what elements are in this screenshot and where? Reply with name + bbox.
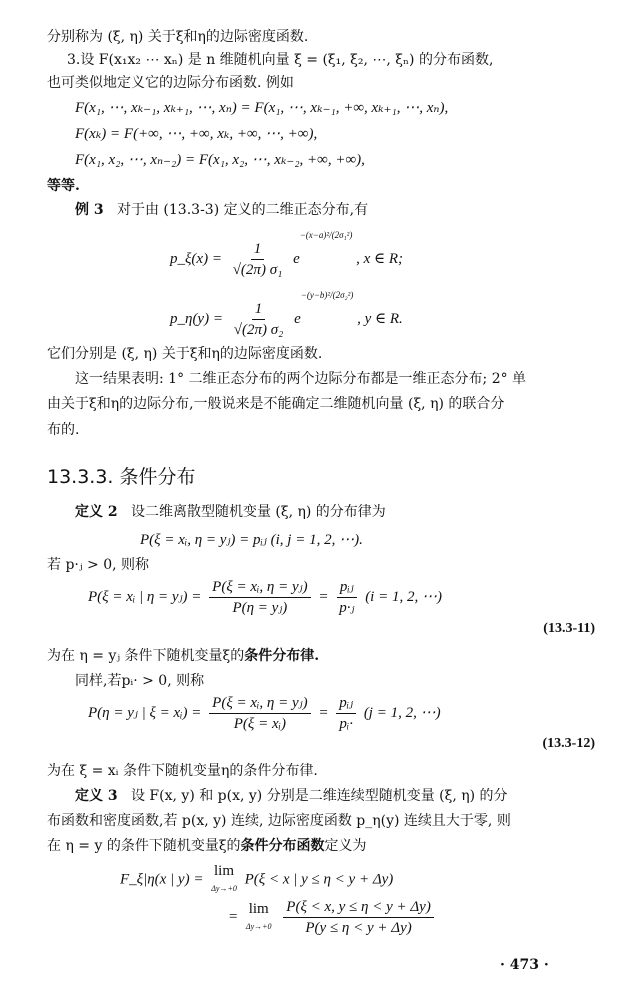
- exp-base: e: [293, 250, 300, 267]
- denominator: pᵢ·: [339, 716, 353, 732]
- formula-rhs: , x ∈ R;: [356, 250, 403, 267]
- paragraph-line: [47, 647, 319, 665]
- paragraph-line: 若 p·ⱼ > 0, 则称: [47, 557, 149, 573]
- section-heading: 13.3.3. 条件分布: [47, 466, 196, 488]
- equals: =: [318, 588, 329, 605]
- fraction: [230, 240, 286, 279]
- example-label: 例 3: [75, 202, 104, 218]
- numerator: 1: [252, 300, 266, 320]
- paragraph-line: [47, 837, 367, 855]
- equation-number: (13.3-11): [543, 621, 595, 636]
- formula-13-3-11: [88, 578, 442, 617]
- paragraph-line: 3.设 F(x₁x₂ ⋯ xₙ) 是 n 维随机向量 ξ = (ξ₁, ξ₂, ⋯, ξₙ) 的分布函数,: [67, 52, 494, 68]
- definition-label: 定义 2: [75, 504, 118, 520]
- paragraph-line: 由关于ξ和η的边际分布,一般说来是不能确定二维随机向量 (ξ, η) 的联合分: [47, 396, 505, 412]
- formula: F(x₁, x₂, ⋯, xₙ₋₂) = F(x₁, x₂, ⋯, xₖ₋₂, +∞, +∞),: [75, 152, 365, 168]
- lim: lim: [248, 900, 269, 917]
- denominator: √(2π) σ₂: [233, 322, 284, 338]
- formula-lhs: F_ξ|η(x | y) =: [120, 871, 204, 888]
- formula-lhs: P(η = yⱼ | ξ = xᵢ) =: [88, 704, 202, 721]
- exponent: −(x−a)²/(2σ₁²): [299, 230, 353, 240]
- paragraph-line: 布函数和密度函数,若 p(x, y) 连续, 边际密度函数 p_η(y) 连续且大于零, 则: [47, 813, 511, 829]
- paragraph-line: 分别称为 (ξ, η) 关于ξ和η的边际密度函数.: [47, 29, 309, 45]
- paragraph-line: 为在 ξ = xᵢ 条件下随机变量η的条件分布律.: [47, 763, 318, 779]
- text: 定义为: [324, 838, 367, 854]
- lim-subscript: Δy→+0: [245, 921, 272, 931]
- formula-13-3-12: [88, 694, 441, 733]
- definition-line: [75, 787, 508, 805]
- exponent: −(y−b)²/(2σ₂²): [300, 290, 354, 300]
- definition-text: 设 F(x, y) 和 p(x, y) 分别是二维连续型随机变量 (ξ, η) 的分: [130, 788, 508, 804]
- denominator: P(η = yⱼ): [232, 600, 288, 616]
- example-text: 对于由 (13.3-3) 定义的二维正态分布,有: [116, 202, 369, 218]
- numerator: pᵢⱼ: [337, 578, 357, 598]
- fraction: [209, 578, 310, 617]
- equals: =: [228, 908, 239, 925]
- equals: =: [318, 704, 329, 721]
- paragraph-line: 同样,若pᵢ· > 0, 则称: [75, 673, 205, 689]
- paragraph-line: 布的.: [47, 422, 80, 438]
- fraction: [231, 300, 287, 339]
- formula-conditional-2: [228, 898, 438, 937]
- formula-conditional-1: [120, 862, 393, 898]
- example-line: [75, 201, 368, 219]
- equation-number: (13.3-12): [542, 736, 595, 751]
- fraction: [209, 694, 310, 733]
- denominator: p·ⱼ: [339, 600, 355, 616]
- formula: P(ξ = xᵢ, η = yⱼ) = pᵢⱼ (i, j = 1, 2, ⋯).: [140, 532, 363, 548]
- paragraph-line: 这一结果表明: 1° 二维正态分布的两个边际分布都是一维正态分布; 2° 单: [75, 371, 527, 387]
- denominator: √(2π) σ₁: [232, 262, 283, 278]
- formula-rhs: (i = 1, 2, ⋯): [365, 588, 442, 605]
- numerator: P(ξ < x, y ≤ η < y + Δy): [283, 898, 434, 918]
- formula-lhs: p_η(y) =: [170, 310, 223, 327]
- page-number: · 473 ·: [500, 957, 549, 973]
- limit: [211, 862, 237, 898]
- fraction: [283, 898, 434, 937]
- text: 在 η = y 的条件下随机变量ξ的: [47, 838, 241, 854]
- numerator: P(ξ = xᵢ, η = yⱼ): [209, 578, 310, 598]
- numerator: pᵢⱼ: [336, 694, 356, 714]
- paragraph-line: 等等.: [47, 178, 80, 194]
- definition-text: 设二维离散型随机变量 (ξ, η) 的分布律为: [130, 504, 386, 520]
- formula: F(x₁, ⋯, xₖ₋₁, xₖ₊₁, ⋯, xₙ) = F(x₁, ⋯, xₖ₋₁, +∞, xₖ₊₁, ⋯, xₙ),: [75, 100, 449, 116]
- fraction: [336, 578, 357, 617]
- fraction: [336, 694, 356, 733]
- lim: lim: [214, 863, 235, 879]
- formula-rhs: P(ξ < x | y ≤ η < y + Δy): [244, 871, 394, 888]
- denominator: P(ξ = xᵢ): [233, 716, 286, 732]
- term: 条件分布函数: [240, 838, 325, 854]
- term: 条件分布律.: [244, 648, 320, 664]
- paragraph-line: 它们分别是 (ξ, η) 关于ξ和η的边际密度函数.: [47, 346, 323, 362]
- formula-lhs: p_ξ(x) =: [170, 250, 222, 267]
- numerator: 1: [251, 240, 265, 260]
- paragraph-line: 也可类似地定义它的边际分布函数. 例如: [47, 75, 294, 91]
- formula: F(xₖ) = F(+∞, ⋯, +∞, xₖ, +∞, ⋯, +∞),: [75, 126, 318, 142]
- definition-label: 定义 3: [75, 788, 118, 804]
- definition-line: [75, 503, 386, 521]
- numerator: P(ξ = xᵢ, η = yⱼ): [209, 694, 310, 714]
- limit: [246, 900, 272, 936]
- exp-base: e: [294, 310, 301, 327]
- formula-rhs: , y ∈ R.: [357, 310, 403, 327]
- lim-subscript: Δy→+0: [211, 884, 237, 893]
- formula-lhs: P(ξ = xᵢ | η = yⱼ) =: [88, 588, 202, 605]
- denominator: P(y ≤ η < y + Δy): [305, 920, 412, 936]
- text: 为在 η = yⱼ 条件下随机变量ξ的: [47, 648, 245, 664]
- formula-rhs: (j = 1, 2, ⋯): [363, 704, 441, 721]
